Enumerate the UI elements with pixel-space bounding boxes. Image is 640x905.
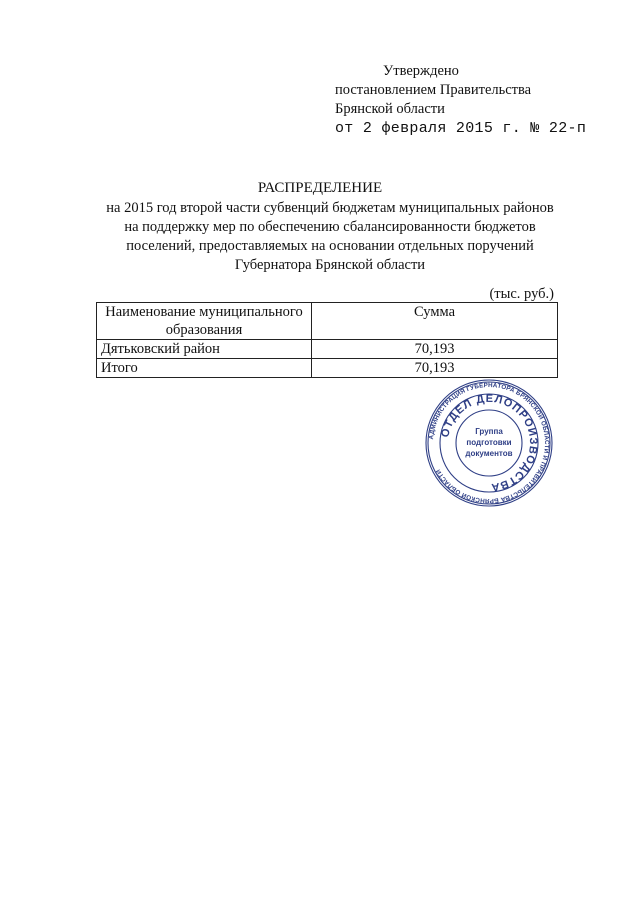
approval-line: Утверждено bbox=[383, 63, 459, 79]
table-row bbox=[97, 340, 558, 359]
cell-name: Дятьковский район bbox=[97, 340, 312, 359]
stamp-inner-text: ОТДЕЛ ДЕЛОПРОИЗВОДСТВА bbox=[439, 392, 540, 494]
cell-amount: 70,193 bbox=[312, 340, 558, 359]
document-subtitle bbox=[100, 199, 560, 275]
column-header-name: Наименование муниципального образования bbox=[97, 303, 312, 340]
cell-name: Итого bbox=[97, 359, 312, 378]
column-header-amount: Сумма bbox=[312, 303, 558, 340]
table-row-total bbox=[97, 359, 558, 378]
approval-line: Брянской области bbox=[335, 101, 445, 117]
distribution-table bbox=[96, 302, 558, 378]
unit-label: (тыс. руб.) bbox=[489, 286, 554, 302]
subtitle-line: на 2015 год второй части субвенций бюджетам муниципальных районов bbox=[106, 200, 554, 216]
table-header-row bbox=[97, 303, 558, 340]
stamp-center-line: документов bbox=[465, 449, 513, 458]
approval-line: постановлением Правительства bbox=[335, 82, 532, 98]
office-stamp bbox=[424, 378, 554, 508]
approval-date-line: от 2 февраля 2015 г. № 22-п bbox=[335, 120, 587, 137]
cell-amount: 70,193 bbox=[312, 359, 558, 378]
stamp-center-line: Группа bbox=[475, 427, 503, 436]
subtitle-line: Губернатора Брянской области bbox=[234, 257, 426, 273]
subtitle-line: на поддержку мер по обеспечению сбалансированности бюджетов bbox=[124, 219, 536, 235]
stamp-center-line: подготовки bbox=[466, 438, 512, 447]
subtitle-line: поселений, предоставляемых на основании отдельных поручений bbox=[126, 238, 534, 254]
stamp-outer-text: АДМИНИСТРАЦИЯ ГУБЕРНАТОРА БРЯНСКОЙ ОБЛАСТИ И ПРАВИТЕЛЬСТВА БРЯНСКОЙ ОБЛАСТИ bbox=[428, 381, 551, 505]
document-title: РАСПРЕДЕЛЕНИЕ bbox=[257, 180, 383, 196]
approval-block bbox=[335, 62, 586, 138]
